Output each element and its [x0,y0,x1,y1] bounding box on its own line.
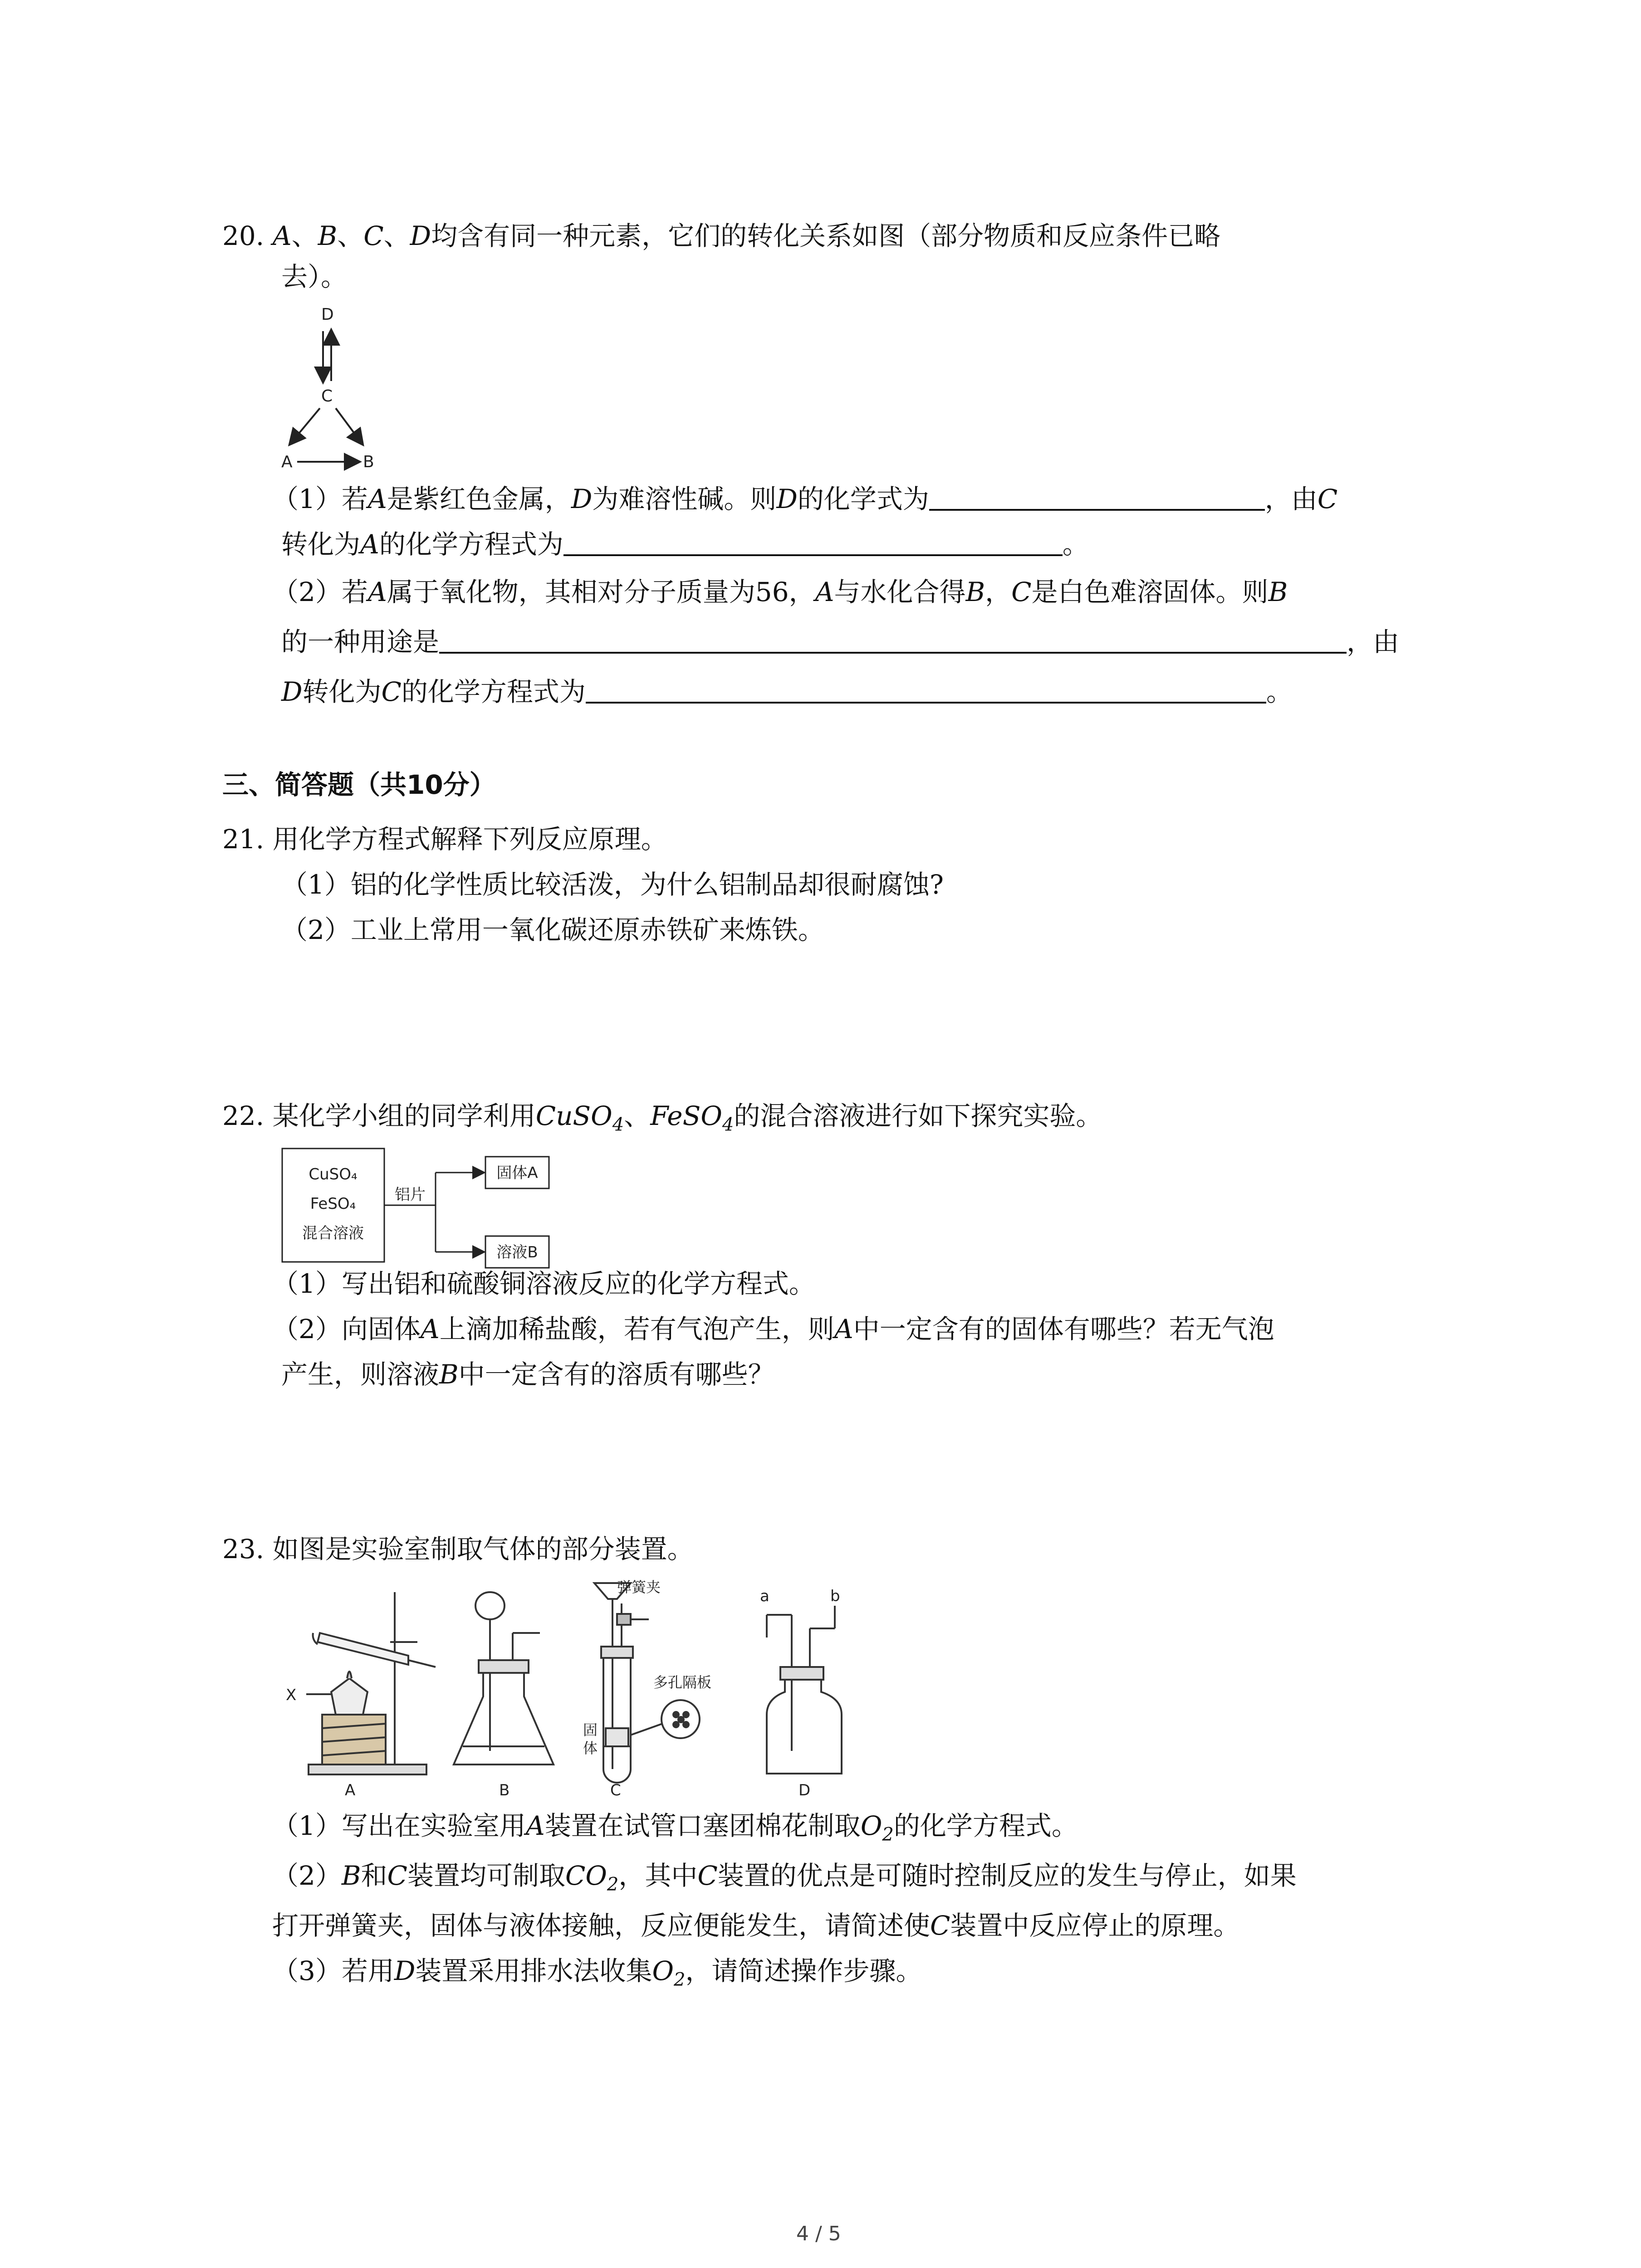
text: 装置采用排水法收集 [415,1955,652,1986]
text: （3）若用 [272,1955,394,1986]
page-number: 4 / 5 [796,2222,841,2245]
q22-flow-diagram [281,1148,608,1275]
sep: 、 [624,1100,651,1131]
text: （2）若 [272,577,368,607]
apparatus-d [767,1606,842,1774]
text: （1）若 [272,484,368,514]
var-a: A [367,484,387,514]
text: 是白色难溶固体。则 [1031,577,1269,607]
formula-o2: O [652,1955,674,1986]
q21-stem-text: 用化学方程式解释下列反应原理。 [272,824,667,855]
answer-blank[interactable] [586,676,1266,704]
text: 的化学式为 [797,484,929,514]
text: ，请简述操作步骤。 [685,1955,922,1986]
q20-transformation-diagram [272,299,408,481]
label-porous-plate: 多孔隔板 [653,1674,712,1691]
var-d: D [394,1955,416,1986]
text: 上滴加稀盐酸，若有气泡产生，则 [439,1314,834,1344]
label-b: b [830,1587,840,1605]
var-b: B [318,220,338,251]
text: ，由 [1347,626,1400,657]
apparatus-label-c: C [610,1781,621,1796]
label-x: X [286,1686,297,1704]
sep: 、 [291,220,318,251]
text: （1）写出在实验室用 [272,1810,526,1841]
output-solid-a: 固体A [496,1164,538,1182]
q23-apparatus-figure [272,1579,907,1796]
apparatus-label-d: D [798,1781,811,1796]
var-d: D [281,676,303,707]
diagram-label-c: C [321,387,333,406]
answer-blank[interactable] [929,484,1265,511]
apparatus-b [454,1592,554,1765]
question-number: 22. [222,1100,265,1131]
q21-stem [222,821,667,857]
text: 的混合溶液进行如下探究实验。 [734,1100,1102,1131]
q22-stem [222,1098,1102,1143]
q20-part2-line1 [272,574,1288,610]
text: ，由 [1264,484,1318,514]
q20-part2-line2 [281,624,1399,660]
var-c: C [363,220,384,251]
q21-part1: （1）铝的化学性质比较活泼，为什么铝制品却很耐腐蚀? [281,869,944,900]
q20-part1-line1 [272,481,1337,517]
text: 的化学方程式。 [893,1810,1078,1841]
var-c: C [1317,484,1338,514]
q23-stem-text: 如图是实验室制取气体的部分装置。 [272,1534,694,1564]
text: 装置在试管口塞团棉花制取 [544,1810,861,1841]
text: 的化学方程式为 [379,529,563,560]
q20-stem-line2: 去）。 [281,261,348,292]
label-spring-clip: 弹簧夹 [617,1579,661,1596]
q22-part1: （1）写出铝和硫酸铜溶液反应的化学方程式。 [272,1268,815,1299]
text: 某化学小组的同学利用 [272,1100,536,1131]
output-solution-b: 溶液B [496,1243,538,1261]
question-number: 21. [222,824,265,855]
apparatus-label-b: B [499,1781,510,1796]
q23-part2-line1 [272,1857,1297,1903]
text: 的一种用途是 [281,626,440,657]
text: ， [985,577,1012,607]
q22-part2-line2 [281,1356,774,1393]
q20-stem-line1 [222,218,1220,254]
section-title: 三、简答题（共10分） [222,769,496,800]
q23-stem [222,1531,694,1567]
question-number: 23. [222,1534,265,1564]
text: 和 [361,1860,387,1891]
var-c: C [1011,577,1032,607]
text: 属于氧化物，其相对分子质量为56， [387,577,815,607]
var-c: C [930,1910,950,1941]
subscript: 2 [607,1874,619,1895]
apparatus-a [306,1592,436,1774]
var-a: A [360,529,379,560]
var-d: D [410,220,431,251]
text: ，其中 [618,1860,698,1891]
box-line-2: FeSO₄ [310,1195,356,1213]
sep: 、 [337,220,364,251]
q23-part3 [272,1953,922,1998]
formula-co2: CO [565,1860,607,1891]
reagent-label: 铝片 [395,1186,426,1204]
label-a: a [760,1587,769,1605]
formula-cuso4: CuSO [535,1100,612,1131]
text: 装置均可制取 [407,1860,565,1891]
var-c: C [697,1860,718,1891]
q21-part2: （2）工业上常用一氧化碳还原赤铁矿来炼铁。 [281,914,824,945]
box-line-3: 混合溶液 [302,1224,364,1242]
var-a: A [367,577,387,607]
formula-feso4: FeSO [650,1100,722,1131]
text: 。 [1266,676,1293,707]
text: （2） [272,1860,342,1891]
label-solid-2: 体 [583,1740,598,1757]
q23-part1 [272,1808,1078,1853]
answer-blank[interactable] [563,529,1063,556]
text: 是紫红色金属， [387,484,571,514]
var-a: A [420,1314,440,1344]
var-a: A [834,1314,853,1344]
formula-o2: O [860,1810,882,1841]
text: 为难溶性碱。则 [592,484,777,514]
var-a: A [815,577,834,607]
text: 转化为 [281,529,361,560]
q22-part2-line1 [272,1311,1274,1347]
apparatus-label-a: A [345,1781,356,1796]
var-d: D [571,484,593,514]
diagram-label-b: B [363,453,374,471]
sep: 、 [383,220,410,251]
q20-stem-text: 均含有同一种元素，它们的转化关系如图（部分物质和反应条件已略 [431,220,1221,251]
answer-blank[interactable] [439,626,1347,654]
subscript: 4 [612,1114,624,1135]
text: 中一定含有的固体有哪些？若无气泡 [853,1314,1274,1344]
text: 装置中反应停止的原理。 [950,1910,1240,1941]
var-a: A [272,220,292,251]
var-c: C [381,676,402,707]
var-b: B [341,1860,361,1891]
question-number: 20. [222,220,265,251]
subscript: 2 [674,1969,686,1990]
text: 与水化合得 [834,577,966,607]
text: 装置的优点是可随时控制反应的发生与停止，如果 [717,1860,1297,1891]
q23-part2-line2 [272,1907,1239,1944]
var-a: A [525,1810,545,1841]
subscript: 2 [882,1824,894,1845]
text: 转化为 [302,676,382,707]
var-d: D [776,484,798,514]
diagram-label-d: D [321,305,334,324]
var-b: B [439,1359,459,1390]
var-c: C [387,1860,407,1891]
text: （2）向固体 [272,1314,421,1344]
text: 产生，则溶液 [281,1359,440,1390]
label-solid-1: 固 [583,1721,598,1739]
text: 中一定含有的溶质有哪些？ [458,1359,774,1390]
text: 打开弹簧夹，固体与液体接触，反应便能发生，请简述使 [272,1910,931,1941]
text: 。 [1062,529,1089,560]
var-b: B [1268,577,1288,607]
subscript: 4 [722,1114,734,1135]
var-b: B [965,577,985,607]
q20-part2-line3 [281,674,1293,710]
q20-part1-line2 [281,526,1089,562]
box-line-1: CuSO₄ [309,1165,358,1183]
text: 的化学方程式为 [401,676,586,707]
diagram-label-a: A [281,453,293,471]
